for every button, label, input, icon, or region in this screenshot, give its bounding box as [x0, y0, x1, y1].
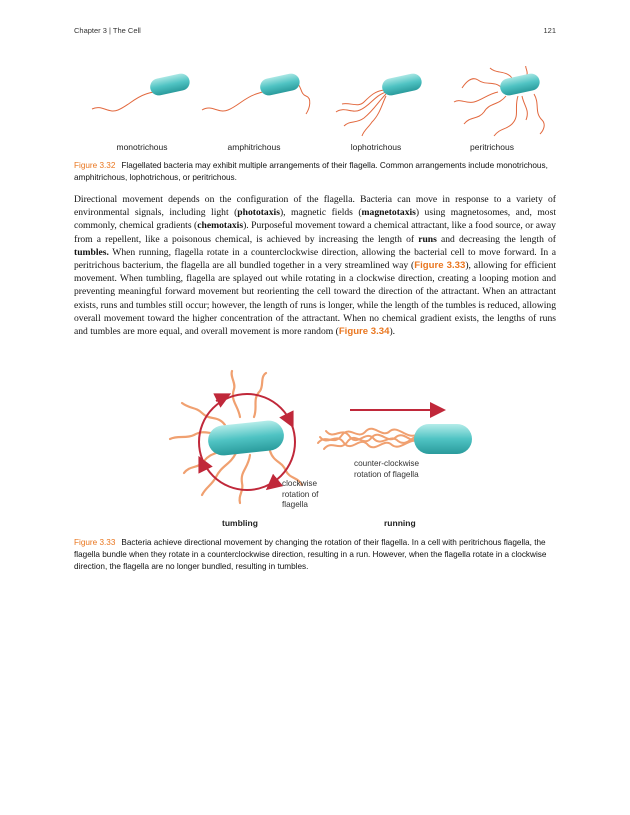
flagella-arrangements-illustration: [74, 66, 556, 141]
term-magnetotaxis: magnetotaxis: [361, 207, 416, 219]
label-amphitrichous: amphitrichous: [227, 142, 281, 152]
clockwise-rotation-label: clockwise rotation of flagella: [282, 479, 319, 509]
page-header: [74, 26, 556, 38]
running-label: running: [384, 518, 416, 528]
tumbling-label: tumbling: [222, 518, 258, 528]
caption-figure-number: Figure 3.32: [74, 161, 116, 170]
term-runs: runs: [418, 233, 437, 245]
chapter-title: Chapter 3 | The Cell: [74, 26, 141, 35]
figure-link-3-34[interactable]: Figure 3.34: [338, 326, 390, 338]
peritrichous-cell: [454, 66, 544, 136]
text-segment: ).: [389, 326, 396, 338]
text-segment: ), allowing for efficient movement. When tumbling, flagella are splayed out while rotating in a clockwise direction, creating a looping motion and preventing meaningful forward movement but reorienting the cell toward the direction of the attractant. When an attractant exists, runs and tumbles still occur; however, the length of runs is longer, while the length of the tumbles is reduced, allowing overall movement toward the higher concentration of the attractant. When no chemical gradient exists, the lengths of runs and tumbles are more equal, and overall movement is more random (: [74, 260, 556, 338]
term-phototaxis: phototaxis: [237, 207, 280, 219]
running-cell: [318, 410, 472, 454]
label-peritrichous: peritrichous: [470, 142, 514, 152]
text-segment: Directional movement depends on the configuration of the flagella. Bacteria can move in response to a variety of environmental signals, including light (: [74, 194, 556, 219]
amphitrichous-cell: [202, 72, 310, 114]
text-segment: ), magnetic fields (: [279, 207, 362, 219]
caption-text: Bacteria achieve directional movement by changing the rotation of their flagella. In a cell with peritrichous flagella, the flagella bundle when they rotate in a counterclockwise direction, resulting in a run. However, when the flagella rotate in a clockwise direction, the flagella are no longer bundled, resulting in tumbles.: [74, 538, 547, 571]
text-segment: ) using magnetosomes, and, most commonly, chemical gradients (: [74, 207, 556, 232]
figure-3-33: [150, 365, 490, 535]
figure-3-32: [74, 66, 556, 156]
caption-text: Flagellated bacteria may exhibit multiple arrangements of their flagella. Common arrangements include monotrichous, amphitrichous, lophotrichous, or peritrichous.: [74, 161, 548, 182]
text-segment: and decreasing the length of: [436, 233, 556, 245]
lophotrichous-cell: [336, 72, 423, 136]
figure-link-3-33[interactable]: Figure 3.33: [414, 260, 466, 272]
page-number: 121: [543, 26, 556, 35]
label-monotrichous: monotrichous: [116, 142, 168, 152]
figure-3-33-caption: [74, 537, 556, 573]
body-paragraph: [74, 193, 556, 338]
counterclockwise-rotation-label: counter-clockwise rotation of flagella: [354, 459, 420, 479]
caption-figure-number: Figure 3.33: [74, 538, 116, 547]
text-segment: ). Purposeful movement toward a chemical attractant, like a food source, or away from a repellent, like a poisonous chemical, is achieved by increasing the length of: [74, 220, 556, 245]
term-chemotaxis: chemotaxis: [197, 220, 244, 232]
figure-3-32-caption: [74, 160, 556, 184]
text-segment: When running, flagella rotate in a counterclockwise direction, allowing the bacterial cell to move forward. In a peritrichous bacterium, the flagella are all bundled together in a very streamlined way (: [74, 246, 556, 272]
label-lophotrichous: lophotrichous: [350, 142, 402, 152]
monotrichous-cell: [92, 72, 191, 111]
term-tumbles: tumbles.: [74, 246, 109, 258]
